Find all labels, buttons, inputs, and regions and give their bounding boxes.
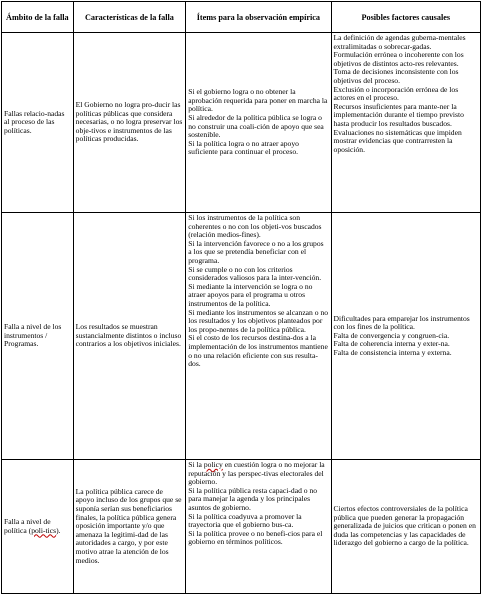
cell-items: [186, 33, 331, 213]
header-caracteristicas: Características de la falla: [73, 2, 186, 33]
table-row-proceso: [2, 33, 481, 213]
header-factores: Posibles factores causales: [331, 2, 480, 33]
item-line: Si la política logra o no atraer apoyo suficiente para continuar el proceso.: [188, 138, 299, 157]
cell-caracteristicas: El Gobierno no logra pro-ducir las políticas públicas que considera necesarias, o no logra preservar los obje-tivos e instrumentos de las políticas producidas.: [73, 33, 186, 213]
ambito-text-post: ).: [56, 525, 61, 535]
cell-ambito: Fallas relacio-nadas al proceso de las políticas.: [2, 33, 74, 213]
cell-items: [186, 460, 331, 594]
factor-line: Dificultades para emparejar los instrumentos con los fines de la política.: [333, 313, 470, 332]
factor-line: Formulación errónea o incoherente con los objetivos de distintos acto-res relevantes.: [333, 50, 464, 68]
factor-line: Evaluaciones no sistemáticas que impiden mostrar evidencias que contrarresten la oposición.: [333, 127, 462, 154]
spellcheck-word: policy: [203, 460, 223, 469]
header-items: Ítems para la observación empírica: [186, 2, 331, 33]
factor-line: Falta de consistencia interna y externa.: [333, 347, 452, 357]
factor-line: Falta de coherencia interna y exter-na.: [333, 339, 450, 349]
factor-line: Exclusión o incorporación errónea de los actores en el proceso.: [333, 84, 459, 103]
factor-line: Recursos insuficientes para mante-ner la implementación durante el tiempo previsto hasta producir los resultados buscados.: [333, 101, 464, 128]
item-line: Si mediante los instrumentos se alcanzan o no los resultados y los objetivos planteados por los propo-nentes de la política pública.: [188, 307, 329, 334]
item-line: Si alrededor de la política pública se logra o no construir una coali-ción de apoyo que sea sostenible.: [188, 112, 324, 140]
factor-line: Falta de convergencia y congruen-cia.: [333, 330, 450, 340]
header-ambito: Ámbito de la falla: [2, 2, 74, 33]
cell-caracteristicas: Los resultados se muestran sustancialmente distintos o incluso contrarios a los objetivos iniciales.: [73, 213, 186, 460]
cell-factores: Ciertos efectos controversiales de la política pública que pueden generar la propagación generalizada de juicios que critican o ponen en duda las competencias y las capacidades de liderazgo del gobierno a cargo de la política.: [331, 460, 480, 594]
item-line: Si el costo de los recursos destina-dos a la implementación de los instrumentos mantiene o no una relación eficiente con sus resulta-dos.: [188, 333, 328, 369]
item-line: Si mediante la intervención se logra o no atraer apoyos para el programa u otros instrumentos de la política.: [188, 281, 313, 308]
cell-ambito: [2, 460, 74, 594]
item-line: Si la política pública resta capaci-dad o no para manejar la agenda y los principales asuntos de gobierno.: [188, 485, 318, 512]
cell-factores: [331, 33, 480, 213]
table-row-instrumentos: [2, 213, 481, 460]
item-line: Si el gobierno logra o no obtener la aprobación requerida para poner en marcha la política.: [188, 87, 328, 114]
ambito-text-pre: Falla a nivel de política (: [4, 516, 51, 535]
item-line: Si se cumple o no con los criterios considerados valiosos para la inter-vención.: [188, 264, 322, 283]
item-line: Si los instrumentos de la política son coherentes o no con los objeti-vos buscados (relación medios-fines).: [188, 213, 322, 240]
policy-failure-table: [1, 1, 481, 594]
factor-line: Toma de decisiones inconsistente con los objetivos del proceso.: [333, 67, 459, 85]
item-line: Si la intervención favorece o no a los grupos a los que se pretendía beneficiar con el programa.: [188, 238, 324, 265]
header-row: [2, 2, 481, 33]
item-line: [188, 461, 328, 487]
factor-line: La definición de agendas guberna-mentales extralimitadas o sobrecar-gadas.: [333, 33, 466, 51]
cell-ambito: Falla a nivel de los instrumentos / Programas.: [2, 213, 74, 460]
cell-caracteristicas: La política pública carece de apoyo incluso de los grupos que se suponía serían sus beneficiarios finales, la política pública genera oposición importante y/o que amenaza la legitimi-dad de las autoridades a cargo, y por este motivo atrae la atención de los medios.: [73, 460, 186, 594]
item-text-pre: Si la: [188, 460, 204, 469]
table-row-politica: [2, 460, 481, 594]
item-text-post: en cuestión logra o no mejorar la reputación y las perspec-tivas electorales del gobierno.: [188, 460, 325, 487]
cell-items: [186, 213, 331, 460]
spellcheck-word: poli-tics: [31, 525, 57, 535]
item-line: Si la política coadyuva a promover la trayectoria que el gobierno bus-ca.: [188, 511, 302, 530]
cell-factores: [331, 213, 480, 460]
item-line: Si la política provee o no benefi-cios para el gobierno en términos políticos.: [188, 528, 323, 547]
